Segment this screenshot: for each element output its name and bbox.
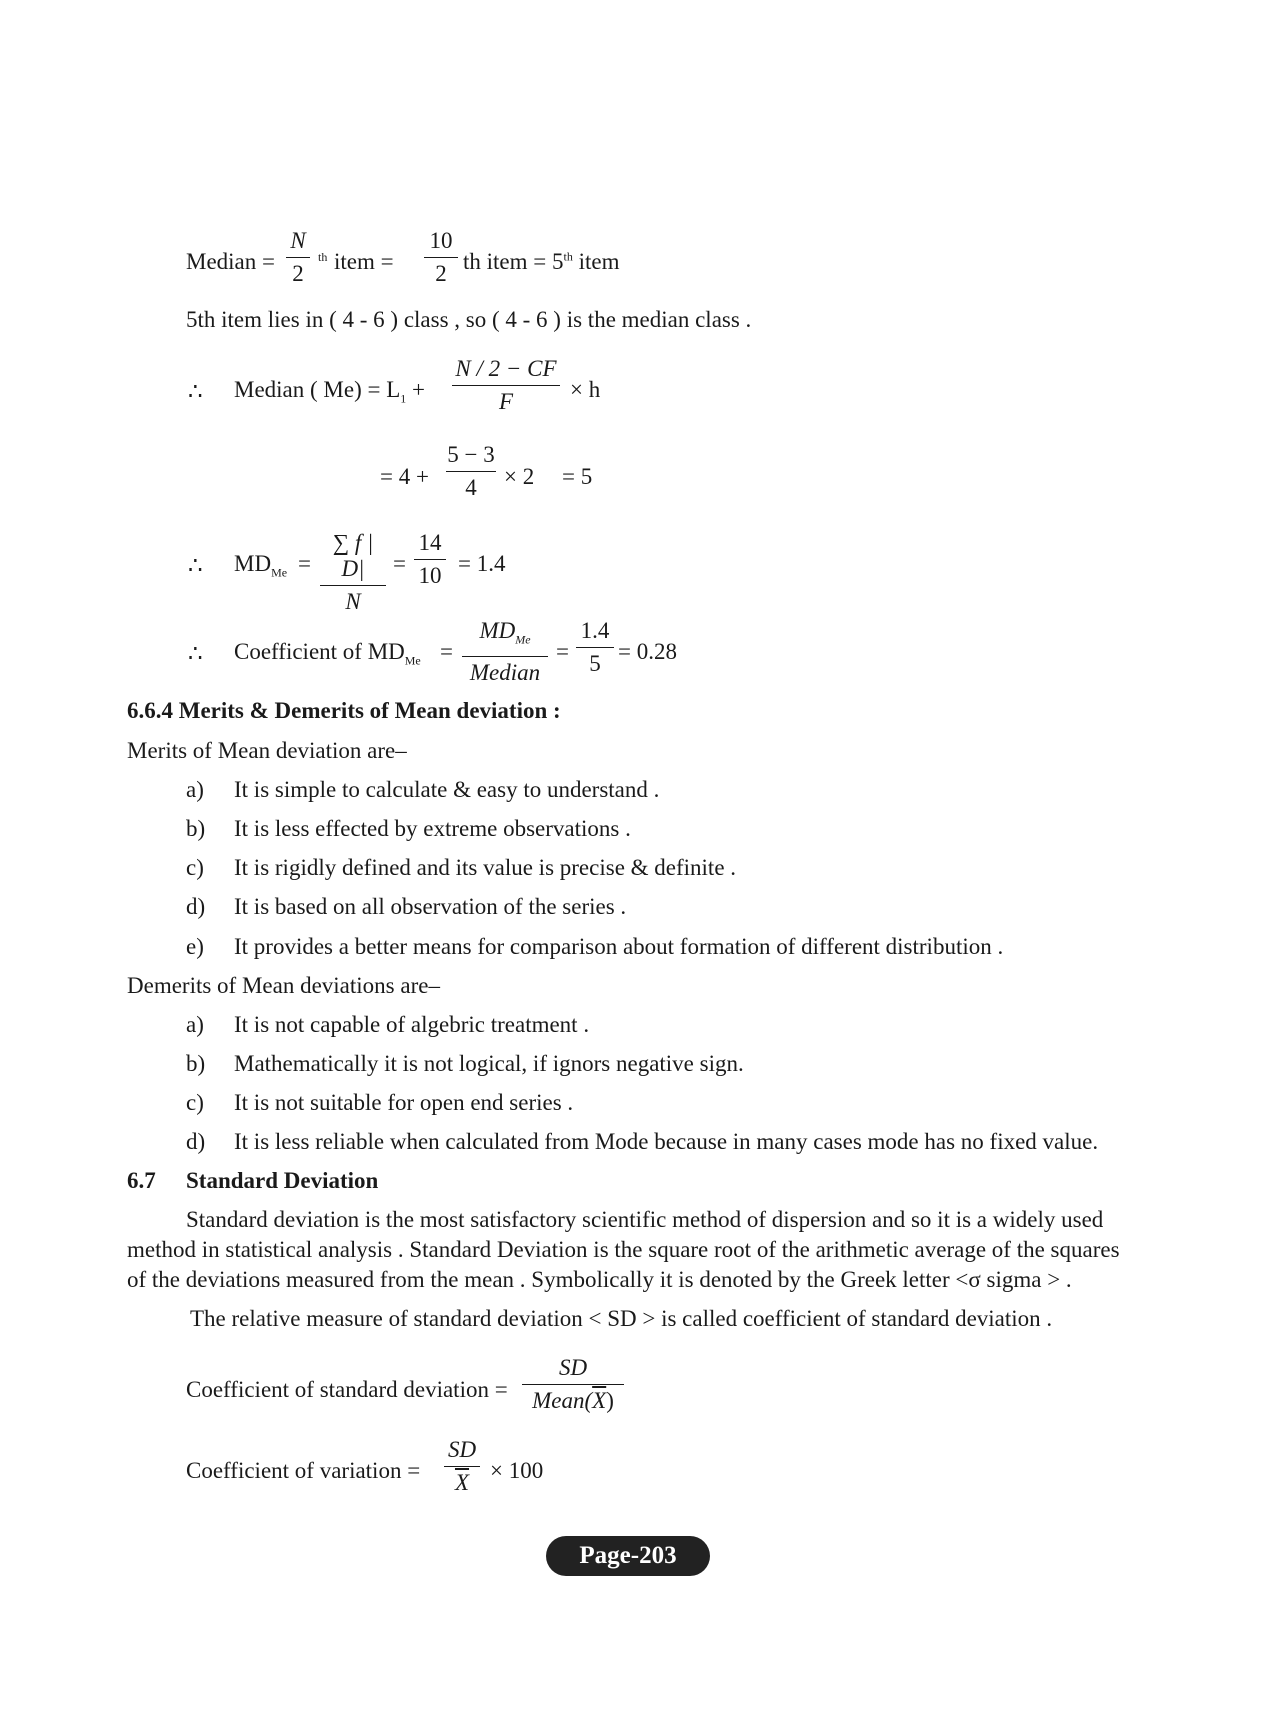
section-heading-664: 6.6.4 Merits & Demerits of Mean deviation : bbox=[127, 698, 561, 723]
median-calc-fraction: 5 − 3 4 bbox=[447, 442, 495, 500]
page-number-badge: Page-203 bbox=[546, 1536, 710, 1576]
coef-var-times: × 100 bbox=[490, 1458, 544, 1483]
coef-md-result: = 0.28 bbox=[618, 639, 677, 664]
median-calc-times: × 2 bbox=[504, 464, 535, 489]
median-calc-prefix: = 4 + bbox=[380, 464, 429, 489]
th-item-eq: th item = 5th item bbox=[463, 249, 620, 274]
coef-md-label: Coefficient of $MD_{Me}$ bbox=[234, 639, 421, 668]
md-me-eq2: = bbox=[393, 551, 406, 576]
coef-sd-fraction: SD $Mean(\overline{X})$ bbox=[522, 1355, 624, 1414]
fifth-item-line: 5th item lies in ( 4 - 6 ) class , so ( 4 - 6 ) is the median class . bbox=[186, 307, 752, 332]
th-superscript: th bbox=[318, 250, 328, 264]
times-h: × h bbox=[570, 377, 601, 402]
coef-md-fraction-1: $MD_{Me}$ Median bbox=[462, 618, 548, 686]
coef-var-label: Coefficient of variation = bbox=[186, 1458, 421, 1483]
item-eq: item = bbox=[334, 249, 394, 274]
merits-intro: Merits of Mean deviation are– bbox=[127, 738, 407, 763]
therefore-symbol: ∴ bbox=[188, 379, 203, 404]
median-calc-result: = 5 bbox=[562, 464, 593, 489]
coef-sd-label: Coefficient of standard deviation = bbox=[186, 1377, 508, 1402]
coef-md-fraction-2: 1.4 5 bbox=[576, 618, 614, 677]
therefore-symbol: ∴ bbox=[188, 641, 203, 666]
coef-md-eq: = bbox=[440, 639, 453, 664]
therefore-symbol: ∴ bbox=[188, 553, 203, 578]
median-frac-n-2: N 2 bbox=[286, 228, 310, 287]
relative-measure-line: The relative measure of standard deviation < SD > is called coefficient of standard deviation . bbox=[190, 1306, 1053, 1331]
md-me-result: = 1.4 bbox=[458, 551, 506, 576]
md-me-label: $MD_{Me}$ bbox=[234, 551, 288, 580]
demerits-intro: Demerits of Mean deviations are– bbox=[127, 973, 440, 998]
coef-var-fraction: $\frac{SD}{X}$ bbox=[444, 1437, 480, 1496]
md-me-eq: = bbox=[298, 551, 311, 576]
median-me-label: Median ( $Me) = L_1$ + bbox=[234, 377, 425, 406]
median-me-fraction: N / 2 − CF F bbox=[452, 356, 560, 415]
md-me-fraction-1: ∑ f | D| N bbox=[320, 530, 386, 615]
median-prefix: Median = bbox=[186, 249, 275, 274]
coef-md-eq2: = bbox=[556, 639, 569, 664]
md-me-fraction-2: 14 10 bbox=[414, 530, 446, 589]
median-frac-10-2: 10 2 bbox=[424, 228, 458, 287]
